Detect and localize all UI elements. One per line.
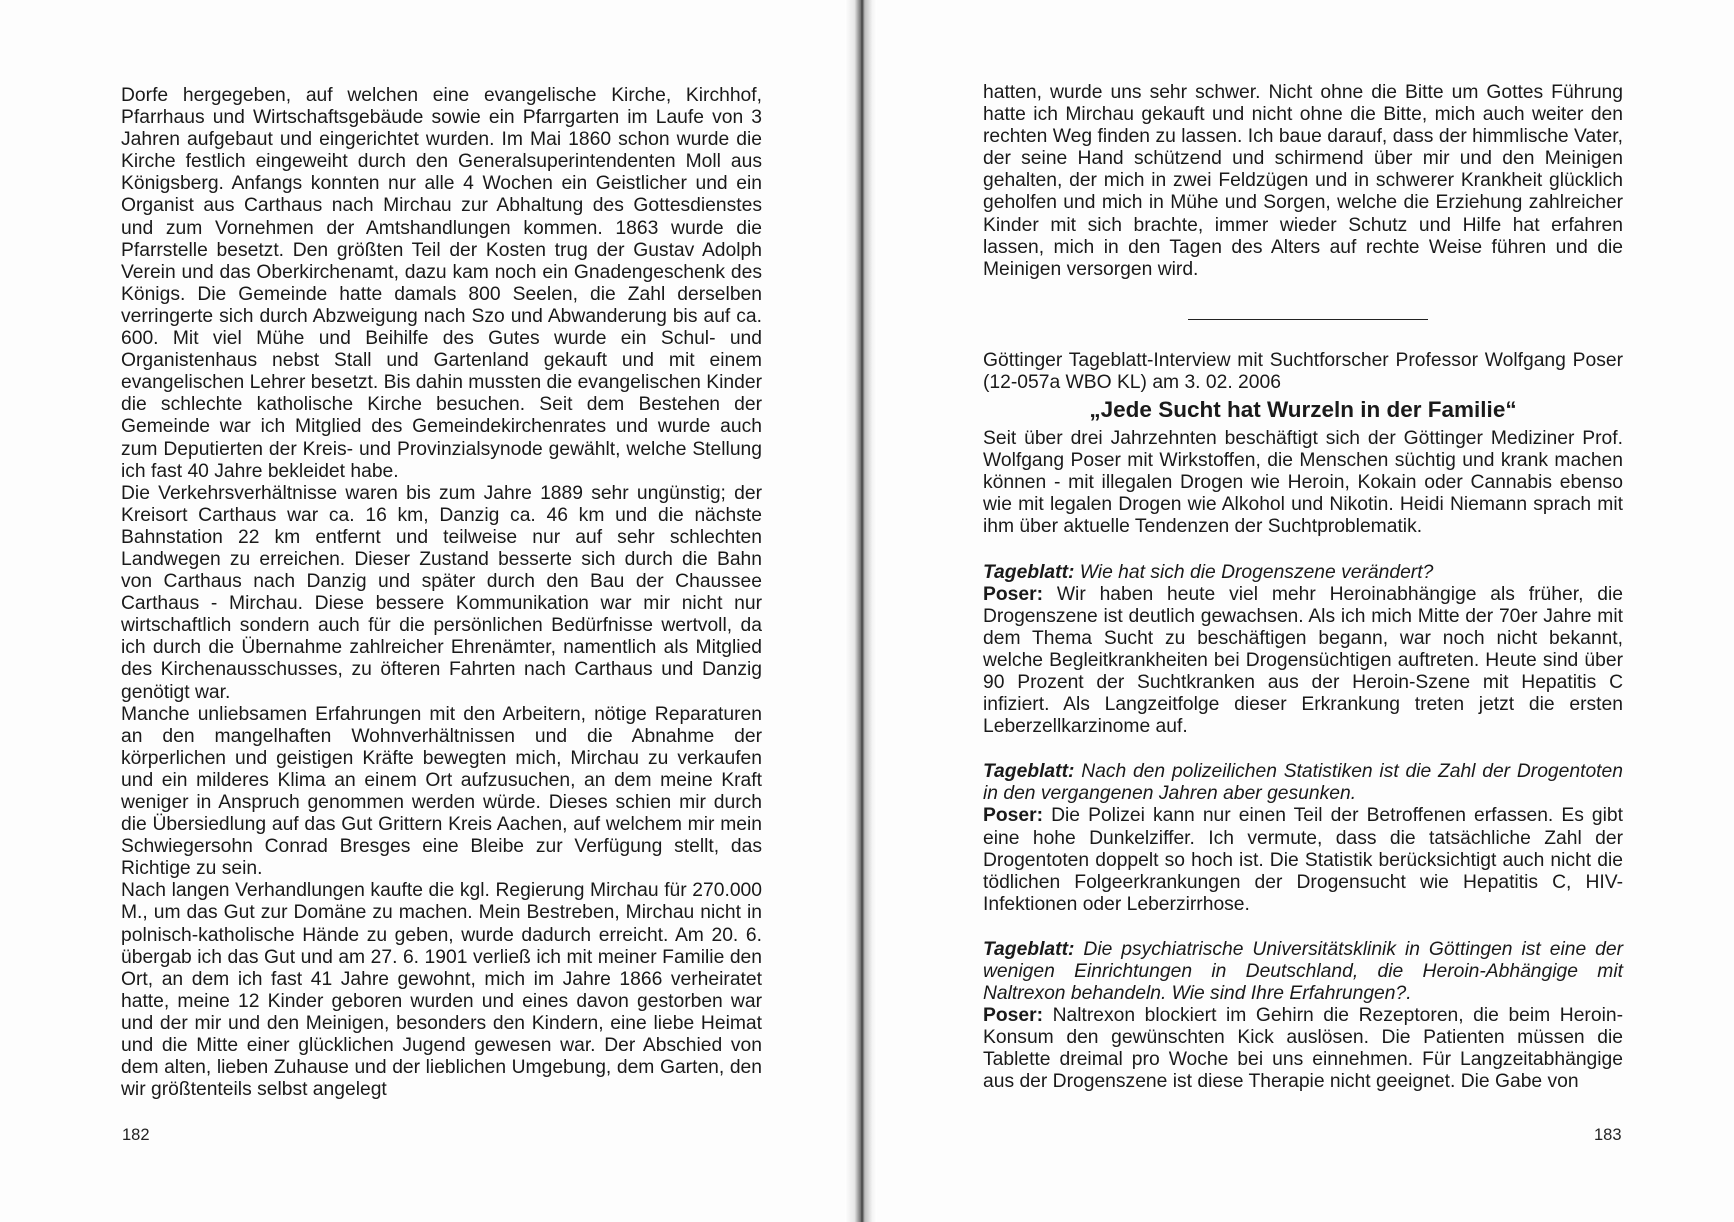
page-number-right: 183	[1594, 1126, 1622, 1144]
section-divider	[1188, 319, 1428, 320]
question-speaker: Tageblatt:	[983, 938, 1075, 960]
article-lead: Seit über drei Jahrzehnten beschäftigt sich der Göttinger Mediziner Prof. Wolfgang Poser mit Wirkstoffen, die Menschen süchtig und krank machen können - mit illegalen Drogen wie Heroin, Kokain oder Cannabis ebenso wie mit legalen Drogen wie Alkohol und Nikotin. Heidi Niemann sprach mit ihm über aktuelle Tendenzen der Suchtproblematik.	[983, 428, 1623, 538]
answer-text: Naltrexon blockiert im Gehirn die Rezeptoren, die beim Heroin-Konsum den gewünschten Kick auslösen. Die Patienten müssen die Tablette dreimal pro Woche bei uns einnehmen. Für Langzeitabhängige aus der Drogenszene ist diese Therapie nicht geeignet. Die Gabe von	[983, 1005, 1624, 1093]
question-3	[983, 939, 1623, 1005]
right-intro-paragraph: hatten, wurde uns sehr schwer. Nicht ohne die Bitte um Gottes Führung hatte ich Mirchau gekauft und nicht ohne die Bitte, mich auch weiter den rechten Weg finden zu lassen. Ich baue darauf, dass der himmlische Vater, der seine Hand schützend und schirmend über mir und den Meinigen gehalten, der mich in zwei Feldzügen und in schwerer Krankheit glücklich geholfen und mich in Mühe und Sorgen, welche die Erziehung zahlreicher Kinder mit sich brachte, immer wieder Schutz und Hilfe hat erfahren lassen, mich in den Tagen des Alters auf rechte Weise führen und die Meinigen versorgen wird.	[983, 82, 1623, 280]
left-page	[0, 0, 845, 1222]
left-paragraph-3: Manche unliebsamen Erfahrungen mit den Arbeitern, nötige Reparaturen an den mangelhaften Wohnverhältnissen und die Abnahme der körperlichen und geistigen Kräfte bewegten mich, Mirchau zu verkaufen und ein milderes Klima an einem Ort aufzusuchen, an dem meine Kraft weniger in Anspruch genommen werden würde. Dieses schien mir durch die Übersiedlung auf das Gut Grittern Kreis Aachen, auf welchem mir mein Schwiegersohn Conrad Bresges eine Bleibe zur Verfügung stellt, das Richtige zu sein.	[121, 703, 762, 880]
left-paragraph-4: Nach langen Verhandlungen kaufte die kgl. Regierung Mirchau für 270.000 M., um das Gut zur Domäne zu machen. Mein Bestreben, Mirchau nicht in polnisch-katholische Hände zu geben, wurde dadurch erreicht. Am 20. 6. übergab ich das Gut und am 27. 6. 1901 verließ ich mit meiner Familie den Ort, an dem ich fast 41 Jahre gewohnt, mich im Jahre 1866 verheiratet hatte, meine 12 Kinder geboren wurden und eines davon gestorben war und der mir und den Meinigen, besonders den Kindern, eine liebe Heimat und die Mitte einer glücklichen Jugend gewesen war. Der Abschied von dem alten, lieben Zuhause und der lieblichen Umgebung, dem Garten, den wir größtenteils selbst angelegt	[121, 880, 762, 1101]
answer-speaker: Poser:	[983, 805, 1044, 827]
page-number-left: 182	[122, 1126, 150, 1144]
left-page-body	[121, 85, 762, 1101]
answer-text: Wir haben heute viel mehr Heroinabhängige als früher, die Drogenszene ist deutlich gewachsen. Als ich mich Mitte der 70er Jahre mit dem Thema Sucht zu beschäftigen begann, war noch nicht bekannt, welche Begleitkrankheiten bei Drogensüchtigen auftreten. Heute sind über 90 Prozent der Suchtkranken aus der Heroin-Szene mit Hepatitis C infiziert. Als Langzeitfolge dieser Erkrankung treten jetzt die ersten Leberzellkarzinome auf.	[983, 583, 1623, 738]
right-page	[877, 0, 1734, 1222]
question-text: Wie hat sich die Drogenszene verändert?	[1079, 561, 1434, 583]
answer-1	[983, 584, 1623, 739]
answer-3	[983, 1005, 1623, 1093]
answer-2	[983, 805, 1623, 915]
answer-speaker: Poser:	[983, 1005, 1044, 1027]
question-speaker: Tageblatt:	[983, 761, 1075, 783]
answer-text: Die Polizei kann nur einen Teil der Betroffenen erfassen. Es gibt eine hohe Dunkelziffer. Ich vermute, dass die tatsächliche Zahl der Drogentoten doppelt so hoch ist. Die Statistik berücksichtigt auch nicht die tödlichen Folgeerkrankungen der Drogensucht wie Hepatitis C, HIV-Infektionen oder Leberzirrhose.	[983, 805, 1623, 915]
left-paragraph-1: Dorfe hergegeben, auf welchen eine evangelische Kirche, Kirchhof, Pfarrhaus und Wirtschaftsgebäude sowie ein Pfarrgarten im Laufe von 3 Jahren aufgebaut und eingerichtet wurden. Im Mai 1860 schon wurde die Kirche festlich eingeweiht durch den Generalsuperintendenten Moll aus Königsberg. Anfangs konnten nur alle 4 Wochen ein Geistlicher und ein Organist aus Carthaus nach Mirchau zur Abhaltung des Gottesdienstes und zum Vornehmen der Amtshandlungen kommen. 1863 wurde die Pfarrstelle besetzt. Den größten Teil der Kosten trug der Gustav Adolph Verein und das Oberkirchenamt, dazu kam noch ein Gnadengeschenk des Königs. Die Gemeinde hatte damals 800 Seelen, die Zahl derselben verringerte sich durch Abzweigung nach Szo und Abwanderung bis auf ca. 600. Mit viel Mühe und Beihilfe des Gutes wurde ein Schul- und Organistenhaus nebst Stall und Gartenland gekauft und mit einem evangelischen Lehrer besetzt. Bis dahin mussten die evangelischen Kinder die schlechte katholische Kirche besuchen. Seit dem Bestehen der Gemeinde war ich Mitglied des Gemeindekirchenrates und wurde auch zum Deputierten der Kreis- und Provinzialsynode gewählt, welche Stellung ich fast 40 Jahre bekleidet habe.	[121, 85, 762, 482]
qa-block-3	[983, 939, 1623, 1094]
question-speaker: Tageblatt:	[983, 561, 1075, 583]
qa-block-2	[983, 761, 1623, 916]
qa-block-1	[983, 562, 1623, 739]
left-paragraph-2: Die Verkehrsverhältnisse waren bis zum Jahre 1889 sehr ungünstig; der Kreisort Carthaus war ca. 16 km, Danzig ca. 46 km und die nächste Bahnstation 22 km entfernt und teilweise nur auf sehr schlechten Landwegen zu erreichen. Dieser Zustand besserte sich durch die Bahn von Carthaus nach Danzig und später durch den Bau der Chaussee Carthaus - Mirchau. Diese bessere Kommunikation war mir nicht nur wirtschaftlich sondern auch für die persönlichen Bedürfnisse wertvoll, da ich durch die Übernahme zahlreicher Ehrenämter, namentlich als Mitglied des Kirchenausschusses, zu öfteren Fahrten nach Carthaus und Danzig genötigt war.	[121, 482, 762, 703]
book-gutter	[845, 0, 877, 1222]
question-text: Die psychiatrische Universitätsklinik in Göttingen ist eine der wenigen Einrichtungen in Deutschland, die Heroin-Abhängige mit Naltrexon behandeln. Wie sind Ihre Erfahrungen?.	[983, 938, 1624, 1005]
answer-speaker: Poser:	[983, 583, 1044, 605]
right-page-body	[983, 82, 1623, 1094]
question-1	[983, 562, 1623, 584]
article-headline: „Jede Sucht hat Wurzeln in der Familie“	[1089, 397, 1517, 423]
question-2	[983, 761, 1623, 805]
question-text: Nach den polizeilichen Statistiken ist die Zahl der Drogentoten in den vergangenen Jahren aber gesunken.	[983, 761, 1623, 805]
source-line: Göttinger Tageblatt-Interview mit Suchtforscher Professor Wolfgang Poser (12-057a WBO KL) am 3. 02. 2006	[983, 349, 1623, 393]
